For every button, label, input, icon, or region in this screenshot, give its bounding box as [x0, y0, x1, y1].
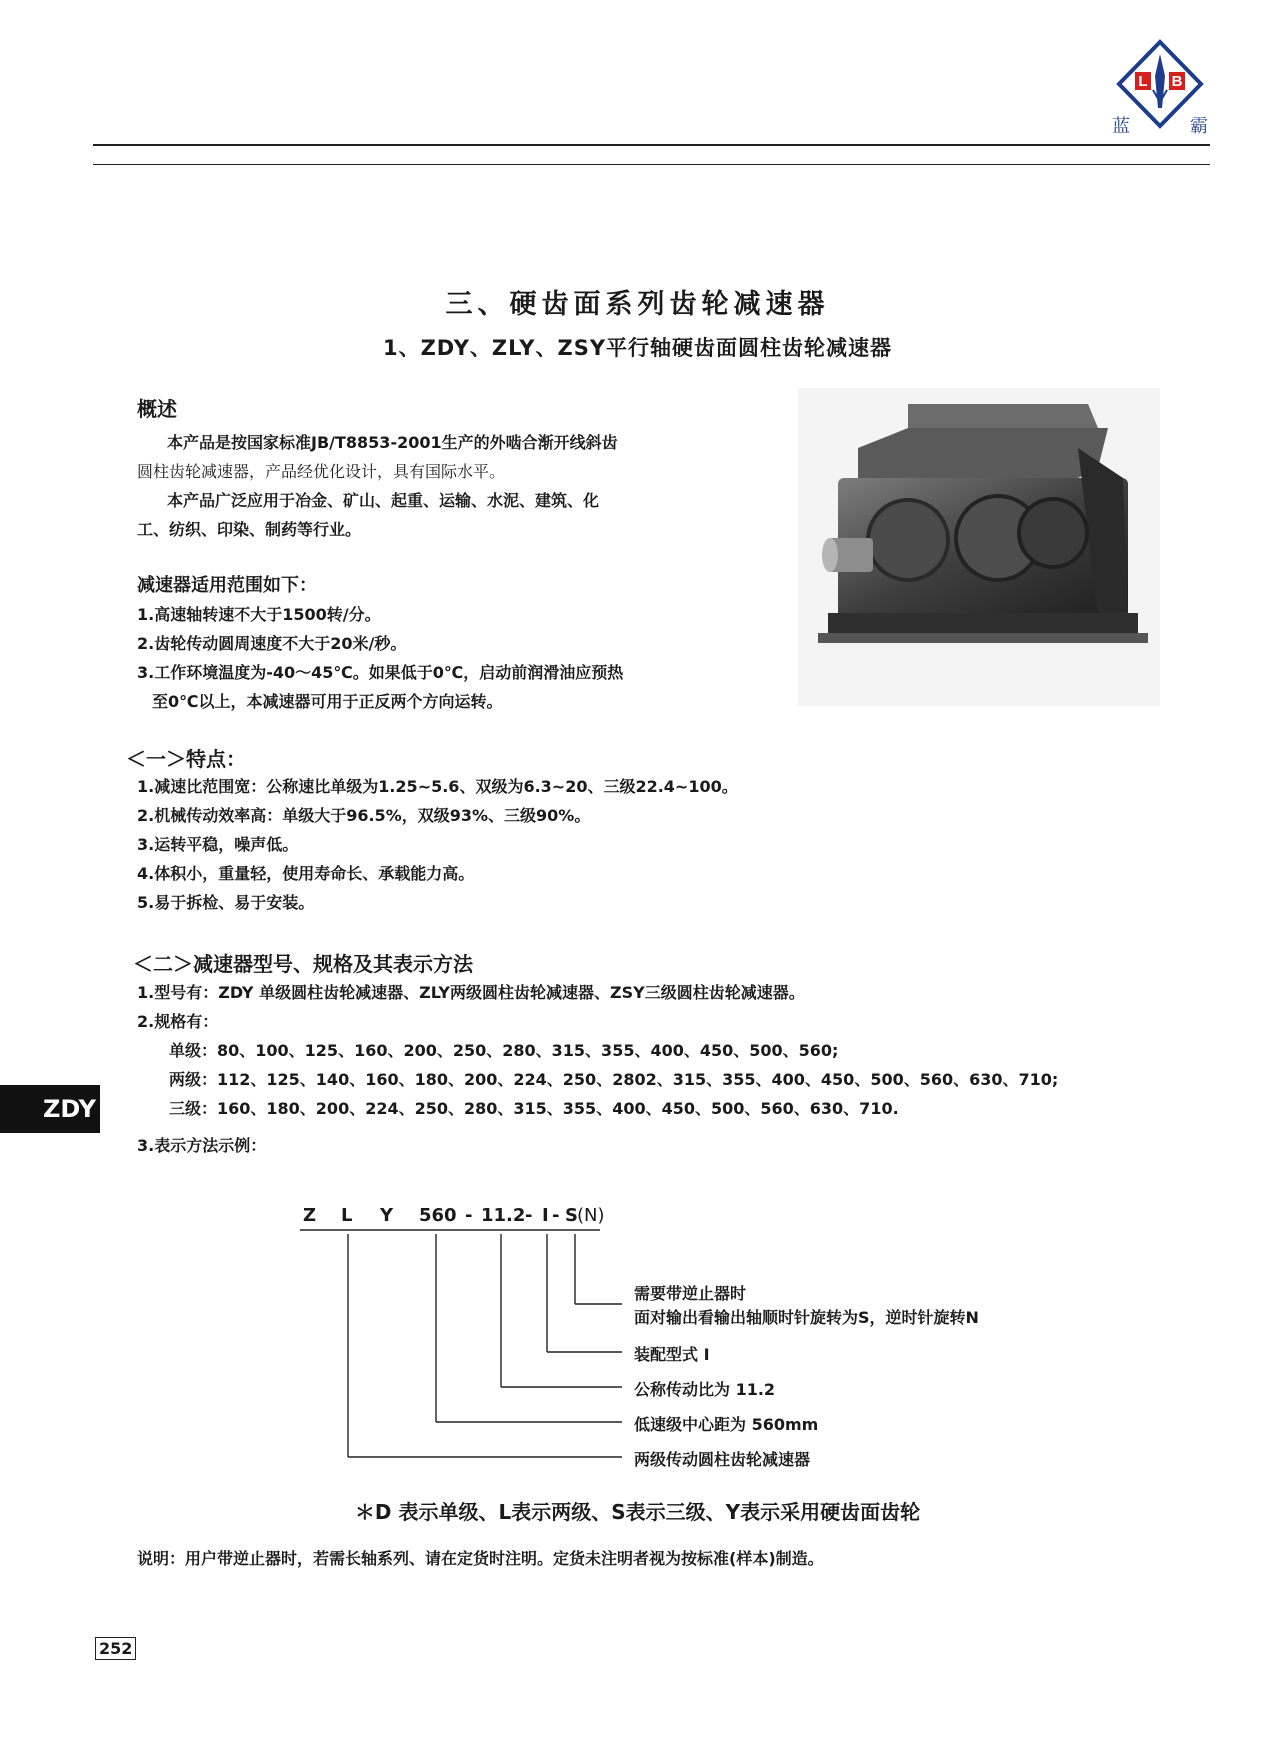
code-l: L: [341, 1205, 353, 1226]
scope-line: 3.工作环境温度为-40～45℃。如果低于0℃，启动前润滑油应预热: [137, 663, 624, 682]
models-heading: ＜二＞减速器型号、规格及其表示方法: [133, 952, 473, 976]
overview-line: 圆柱齿轮减速器，产品经优化设计，具有国际水平。: [137, 462, 506, 481]
order-note: 说明：用户带逆止器时，若需长轴系列、请在定货时注明。定货未注明者视为按标准(样本)制造。: [137, 1549, 824, 1568]
feature-line: 5.易于拆检、易于安装。: [137, 893, 315, 912]
label-backstop-2: 面对输出看输出轴顺时针旋转为S，逆时针旋转N: [634, 1308, 979, 1327]
code-ratio: 11.2: [481, 1205, 526, 1226]
page-subtitle: 1、ZDY、ZLY、ZSY平行轴硬齿面圆柱齿轮减速器: [382, 336, 893, 360]
label-ratio: 公称传动比为 11.2: [634, 1380, 776, 1399]
code-dash-1: -: [465, 1205, 473, 1226]
overview-line: 工、纺织、印染、制药等行业。: [137, 520, 362, 539]
label-center-distance: 低速级中心距为 560mm: [634, 1415, 819, 1434]
code-size: 560: [419, 1205, 457, 1226]
models-spec-double: 两级：112、125、140、160、180、200、224、250、2802、315、355、400、450、500、560、630、710;: [169, 1070, 1059, 1089]
features-heading: ＜一＞特点：: [126, 747, 246, 771]
code-dash-2: -: [525, 1205, 533, 1226]
code-z: Z: [303, 1205, 317, 1226]
models-line-example: 3.表示方法示例：: [137, 1136, 267, 1155]
code-n: (N): [577, 1205, 605, 1226]
scope-line: 至0℃以上，本减速器可用于正反两个方向运转。: [152, 692, 503, 711]
models-line-types: 1.型号有：ZDY 单级圆柱齿轮减速器、ZLY两级圆柱齿轮减速器、ZSY三级圆柱齿轮减速器。: [137, 983, 805, 1002]
page-number: 252: [95, 1637, 136, 1660]
models-spec-single: 单级：80、100、125、160、200、250、280、315、355、400、450、500、560;: [169, 1041, 839, 1060]
label-reducer-type: 两级传动圆柱齿轮减速器: [634, 1450, 811, 1469]
legend-note: ＊D 表示单级、L表示两级、S表示三级、Y表示采用硬齿面齿轮: [354, 1500, 921, 1524]
feature-line: 4.体积小，重量轻，使用寿命长、承载能力高。: [137, 864, 475, 883]
logo-caption-right: 霸: [1190, 116, 1208, 137]
overview-line: 本产品是按国家标准JB/T8853-2001生产的外啮合渐开线斜齿: [167, 433, 618, 452]
logo-letter-b: B: [1171, 73, 1183, 90]
models-spec-triple: 三级：160、180、200、224、250、280、315、355、400、450、500、560、630、710.: [169, 1099, 899, 1118]
logo-caption-left: 蓝: [1112, 116, 1130, 137]
label-backstop-1: 需要带逆止器时: [634, 1284, 747, 1303]
logo-letter-l: L: [1138, 73, 1148, 90]
overview-line: 本产品广泛应用于冶金、矿山、起重、运输、水泥、建筑、化: [167, 491, 600, 510]
scope-line: 2.齿轮传动圆周速度不大于20米/秒。: [137, 634, 407, 653]
feature-line: 2.机械传动效率高：单级大于96.5%，双级93%、三级90%。: [137, 806, 591, 825]
code-assembly: I: [542, 1205, 549, 1226]
scope-line: 1.高速轴转速不大于1500转/分。: [137, 605, 381, 624]
code-y: Y: [380, 1205, 394, 1226]
scope-heading: 减速器适用范围如下：: [137, 575, 317, 596]
page-title: 三、硬齿面系列齿轮减速器: [445, 289, 830, 320]
feature-line: 1.减速比范围宽：公称速比单级为1.25~5.6、双级为6.3~20、三级22.4~100。: [137, 777, 738, 796]
code-dash-3: -: [552, 1205, 560, 1226]
models-line-specs: 2.规格有：: [137, 1012, 219, 1031]
side-tab-zdy: ZDY: [0, 1085, 100, 1133]
code-s: S: [565, 1205, 578, 1226]
overview-heading: 概述: [137, 397, 177, 421]
label-assembly: 装配型式 I: [634, 1345, 710, 1364]
feature-line: 3.运转平稳，噪声低。: [137, 835, 299, 854]
